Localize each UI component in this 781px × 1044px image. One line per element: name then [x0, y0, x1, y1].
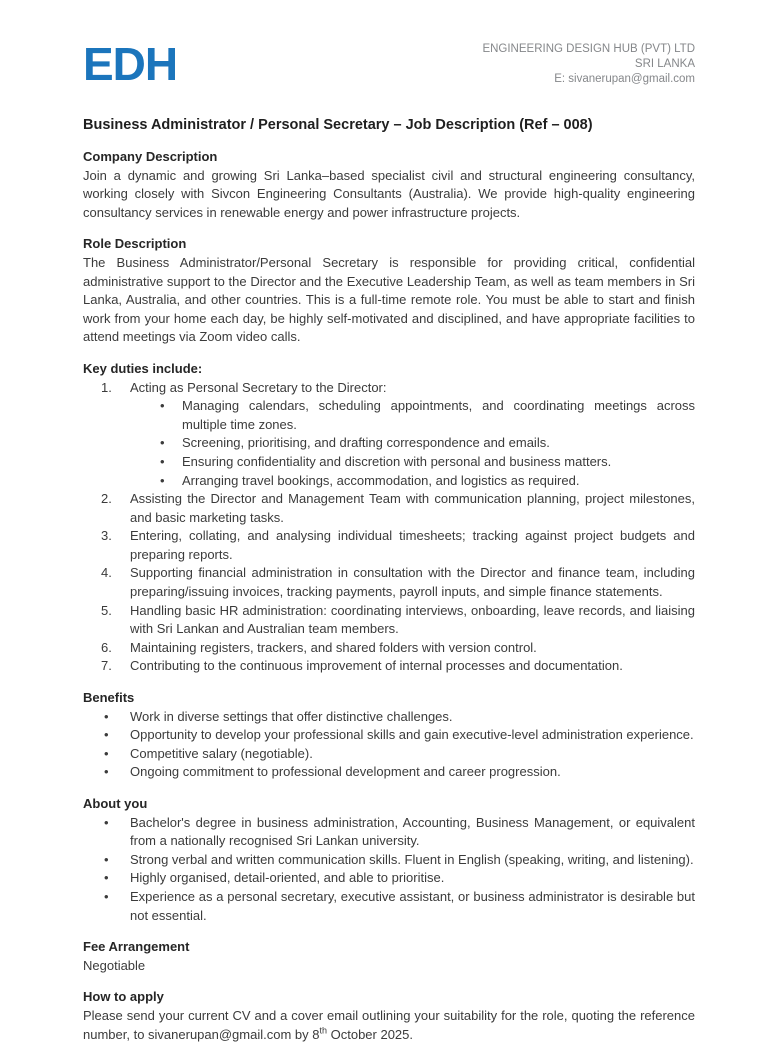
duty-number: 6. — [101, 639, 112, 655]
duty-number: 1. — [101, 379, 112, 395]
about-you-heading: About you — [83, 796, 148, 811]
bullet-marker: • — [104, 708, 109, 724]
duty-number: 7. — [101, 658, 112, 674]
bullet-marker: • — [160, 435, 165, 451]
section-company-description — [83, 148, 695, 222]
duty-number: 5. — [101, 602, 112, 618]
benefit-text: Opportunity to develop your professional skills and gain executive-level administration experience. — [130, 727, 694, 743]
duty-item-2 — [101, 490, 695, 527]
bullet-marker: • — [104, 814, 109, 830]
section-fee-arrangement — [83, 938, 695, 975]
benefits-heading: Benefits — [83, 690, 135, 706]
duty-text: Supporting financial administration in consultation with the Director and finance team, including preparing/issuing invoices, tracking payments, payroll inputs, and simple finance statements. — [130, 565, 695, 600]
bullet-marker: • — [160, 453, 165, 469]
duty-number: 3. — [101, 528, 112, 544]
section-about-you — [83, 795, 695, 925]
bullet-marker: • — [160, 398, 165, 414]
bullet-marker: • — [104, 870, 109, 886]
benefit-item-1 — [104, 708, 695, 727]
duty-item-6 — [101, 639, 695, 658]
how-to-apply-heading: How to apply — [83, 989, 164, 1005]
benefit-item-4 — [104, 763, 695, 782]
duty-number: 4. — [101, 565, 112, 581]
benefit-item-2 — [104, 726, 695, 745]
section-key-duties — [83, 360, 695, 676]
bullet-marker: • — [104, 888, 109, 904]
apply-text-after: October 2025. — [327, 1026, 413, 1042]
duty-1-subitem-2 — [160, 434, 695, 453]
document-header — [83, 40, 695, 88]
bullet-marker: • — [104, 764, 109, 780]
company-description-body: Join a dynamic and growing Sri Lanka–based specialist civil and structural engineering consultancy, working closely with Sivcon Engineering Consultants (Australia). We provide high-quality engineering consultancy services in renewable energy and power infrastructure projects. — [83, 167, 695, 220]
how-to-apply-body — [83, 1007, 695, 1044]
benefit-text: Competitive salary (negotiable). — [130, 745, 313, 761]
company-name: ENGINEERING DESIGN HUB (PVT) LTD — [482, 43, 695, 55]
edh-logo: EDH — [83, 38, 178, 90]
fee-arrangement-body: Negotiable — [83, 957, 146, 973]
bullet-marker: • — [104, 851, 109, 867]
duty-1-subitem-1 — [160, 397, 695, 434]
duty-text: Maintaining registers, trackers, and shared folders with version control. — [130, 639, 537, 655]
duty-text: Entering, collating, and analysing individual timesheets; tracking against project budgets and preparing reports. — [130, 528, 695, 562]
duty-item-3 — [101, 527, 695, 564]
duty-item-4 — [101, 564, 695, 601]
duty-item-7 — [101, 657, 695, 676]
company-contact-block — [482, 40, 695, 87]
company-email: E: sivanerupan@gmail.com — [554, 73, 695, 85]
section-benefits — [83, 689, 695, 782]
duty-text: Contributing to the continuous improvement of internal processes and documentation. — [130, 658, 623, 674]
benefit-item-3 — [104, 745, 695, 764]
bullet-marker: • — [104, 727, 109, 743]
about-text: Experience as a personal secretary, executive assistant, or business administrator is desirable but not essential. — [130, 888, 695, 923]
duty-text: Handling basic HR administration: coordinating interviews, onboarding, leave records, and liaising with Sri Lankan and Australian team members. — [130, 602, 695, 637]
about-text: Strong verbal and written communication skills. Fluent in English (speaking, writing, and listening). — [130, 851, 694, 867]
about-item-2 — [104, 851, 695, 870]
duty-1-subitem-3 — [160, 453, 695, 472]
role-description-body: The Business Administrator/Personal Secretary is responsible for providing critical, confidential administrative support to the Director and the Executive Leadership Team, as well as team members in Sri Lanka, Australia, and other countries. This is a full-time remote role. You must be able to start and finish work from your home each day, be highly self-motivated and disciplined, and have appropriate facilities to attend meetings via Zoom video calls. — [83, 254, 695, 345]
subitem-text: Ensuring confidentiality and discretion with personal and business matters. — [182, 453, 612, 469]
section-role-description — [83, 235, 695, 347]
apply-date-superscript: th — [319, 1025, 327, 1036]
fee-arrangement-heading: Fee Arrangement — [83, 939, 190, 955]
subitem-text: Screening, prioritising, and drafting correspondence and emails. — [182, 435, 550, 451]
benefit-text: Work in diverse settings that offer distinctive challenges. — [130, 708, 453, 724]
section-how-to-apply — [83, 988, 695, 1044]
subitem-text: Managing calendars, scheduling appointments, and coordinating meetings across multiple time zones. — [182, 398, 695, 432]
bullet-marker: • — [104, 745, 109, 761]
duty-1-subitem-4 — [160, 472, 695, 491]
duty-item-1 — [101, 379, 695, 398]
about-text: Highly organised, detail-oriented, and able to prioritise. — [130, 870, 445, 886]
duty-text: Acting as Personal Secretary to the Director: — [130, 379, 387, 395]
bullet-marker: • — [160, 472, 165, 488]
duty-text: Assisting the Director and Management Team with communication planning, project milestones, and basic marketing tasks. — [130, 491, 695, 525]
subitem-text: Arranging travel bookings, accommodation, and logistics as required. — [182, 472, 580, 488]
role-description-heading: Role Description — [83, 236, 187, 252]
duty-item-5 — [101, 602, 695, 639]
apply-text-before: Please send your current CV and a cover email outlining your suitability for the role, quoting the reference number, to sivanerupan@gmail.com by 8 — [83, 1007, 695, 1042]
about-item-3 — [104, 869, 695, 888]
duty-number: 2. — [101, 491, 112, 507]
about-text: Bachelor's degree in business administration, Accounting, Business Management, or equivalent from a nationally recognised Sri Lankan university. — [130, 814, 695, 849]
key-duties-heading: Key duties include: — [83, 360, 203, 376]
company-country: SRI LANKA — [634, 58, 695, 70]
about-item-4 — [104, 888, 695, 925]
company-description-heading: Company Description — [83, 149, 218, 164]
page-title: Business Administrator / Personal Secretary – Job Description (Ref – 008) — [83, 117, 593, 133]
benefit-text: Ongoing commitment to professional development and career progression. — [130, 764, 561, 780]
about-item-1 — [104, 814, 695, 851]
